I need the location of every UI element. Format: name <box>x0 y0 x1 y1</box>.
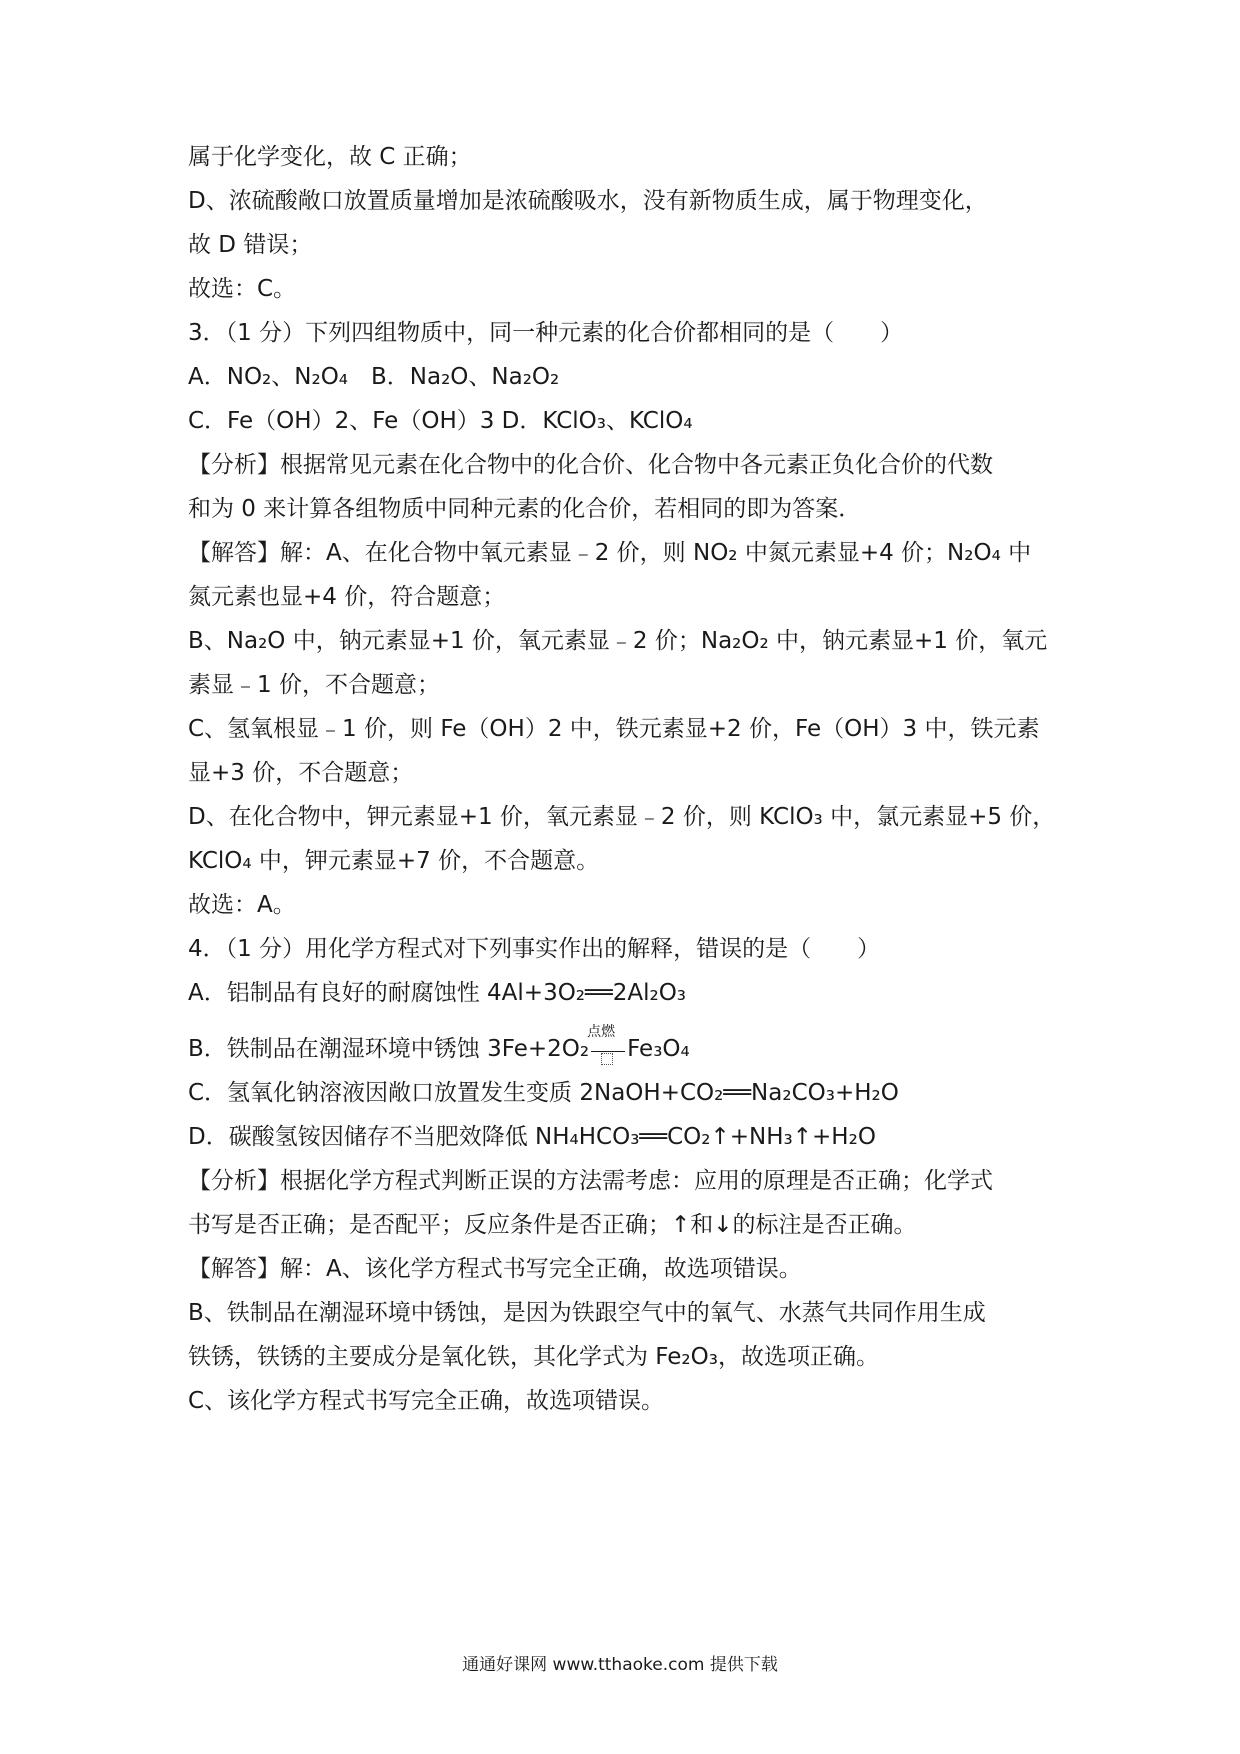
solution-text: 【解答】解：A、该化学方程式书写完全正确，故选项错误。 <box>188 1256 802 1282</box>
question-4-option-c: C．氢氧化钠溶液因敞口放置发生变质 2NaOH+CO₂══Na₂CO₃+H₂O <box>188 1080 899 1106</box>
question-4-option-a: A．铝制品有良好的耐腐蚀性 4Al+3O₂══2Al₂O₃ <box>188 980 687 1006</box>
analysis-text: 【分析】根据化学方程式判断正误的方法需考虑：应用的原理是否正确；化学式 <box>188 1168 993 1194</box>
text-line: 故选：C。 <box>188 276 297 302</box>
question-3-title: 3．（1 分）下列四组物质中，同一种元素的化合价都相同的是（ ） <box>188 320 904 346</box>
solution-text: 【解答】解：A、在化合物中氧元素显﹣2 价，则 NO₂ 中氮元素显+4 价；N₂O₄ 中 <box>188 540 1032 566</box>
text-line: 故 D 错误； <box>188 232 313 258</box>
text-line: 属于化学变化，故 C 正确； <box>188 144 472 170</box>
solution-text: 氮元素也显+4 价，符合题意； <box>188 584 506 610</box>
question-4-option-b <box>188 1023 1060 1065</box>
question-4-title: 4．（1 分）用化学方程式对下列事实作出的解释，错误的是（ ） <box>188 936 881 962</box>
text-line: D、浓硫酸敞口放置质量增加是浓硫酸吸水，没有新物质生成，属于物理变化， <box>188 188 988 214</box>
text-line: 故选：A。 <box>188 892 296 918</box>
condition-label: 点燃 <box>587 1023 616 1040</box>
solution-text: 素显﹣1 价，不合题意； <box>188 672 440 698</box>
solution-text: B、铁制品在潮湿环境中锈蚀，是因为铁跟空气中的氧气、水蒸气共同作用生成 <box>188 1300 986 1326</box>
analysis-text: 书写是否正确；是否配平；反应条件是否正确；↑和↓的标注是否正确。 <box>188 1212 917 1238</box>
condition-placeholder-box <box>601 1053 613 1065</box>
reaction-condition <box>587 1023 625 1065</box>
analysis-text: 【分析】根据常见元素在化合物中的化合价、化合物中各元素正负化合价的代数 <box>188 452 993 478</box>
page-footer: 通通好课网 www.tthaoke.com 提供下载 <box>462 1655 778 1675</box>
question-3-options-ab: A．NO₂、N₂O₄ B．Na₂O、Na₂O₂ <box>188 364 560 390</box>
reaction-bar <box>591 1051 625 1052</box>
solution-text: C、该化学方程式书写完全正确，故选项错误。 <box>188 1388 665 1414</box>
analysis-text: 和为 0 来计算各组物质中同种元素的化合价，若相同的即为答案． <box>188 496 862 522</box>
option-b-product: Fe₃O₄ <box>627 1036 690 1062</box>
question-4-option-d: D．碳酸氢铵因储存不当肥效降低 NH₄HCO₃══CO₂↑+NH₃↑+H₂O <box>188 1124 876 1150</box>
solution-text: 显+3 价，不合题意； <box>188 760 414 786</box>
solution-text: C、氢氧根显﹣1 价，则 Fe（OH）2 中，铁元素显+2 价，Fe（OH）3 中，铁元素 <box>188 716 1040 742</box>
question-3-options-cd: C．Fe（OH）2、Fe（OH）3 D．KClO₃、KClO₄ <box>188 408 693 434</box>
solution-text: 铁锈，铁锈的主要成分是氧化铁，其化学式为 Fe₂O₃，故选项正确。 <box>188 1344 879 1370</box>
solution-text: D、在化合物中，钾元素显+1 价，氧元素显﹣2 价，则 KClO₃ 中，氯元素显+5 价， <box>188 804 1056 830</box>
solution-text: B、Na₂O 中，钠元素显+1 价，氧元素显﹣2 价；Na₂O₂ 中，钠元素显+1 价，氧元 <box>188 628 1048 654</box>
option-b-text: B．铁制品在潮湿环境中锈蚀 3Fe+2O₂ <box>188 1036 590 1062</box>
solution-text: KClO₄ 中，钾元素显+7 价，不合题意。 <box>188 848 600 874</box>
